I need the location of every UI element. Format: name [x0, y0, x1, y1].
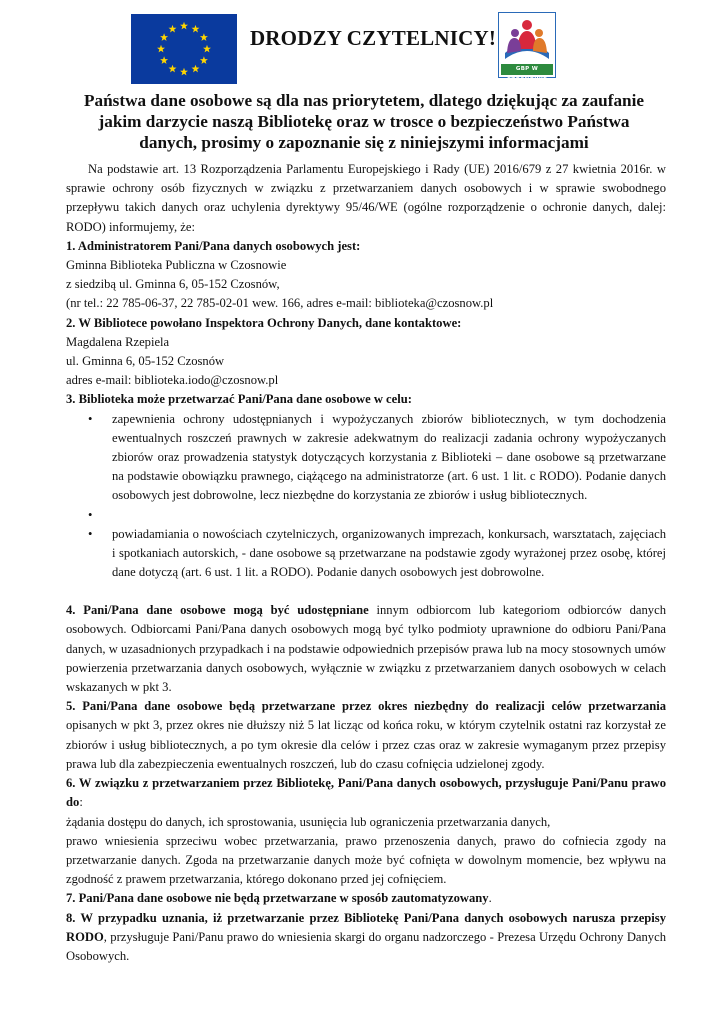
section-6-rights-2: prawo wniesienia sprzeciwu wobec przetwarzania, prawo przenoszenia danych, prawo do cofniecia zgody na przetwarzanie danych. Zgoda na przetwarzanie danych może być cofnięta w dowolnym momencie, bez wpływu na zgodność z prawem przetwarzania, którego dokonano przed jej cofnięciem.: [66, 833, 666, 887]
intro-paragraph: Na podstawie art. 13 Rozporządzenia Parlamentu Europejskiego i Rady (UE) 2016/679 z 27 kwietnia 2016r. w sprawie ochrony osób fizycznych w związku z przetwarzaniem danych osobowych i w sprawie swobodnego przepływu takich danych oraz uchylenia dyrektywy 95/46/WE (ogólne rozporządzenie o ochronie danych, dalej: RODO) informujemy, że:: [66, 162, 666, 234]
section-4: [66, 601, 666, 697]
library-logo-icon: [498, 12, 556, 83]
list-item: • powiadamiania o nowościach czytelniczych, organizowanych imprezach, konkursach, warsztatach, zajęciach i spotkaniach autorskich, - dane osobowe są przetwarzane na podstawie zgody wyrażonej przez osobę, której dane dotyczą (art. 6 ust. 1 lit. a RODO). Podanie danych osobowych jest dobrowolne.: [112, 525, 666, 583]
iod-email: adres e-mail: biblioteka.iodo@czosnow.pl: [66, 373, 279, 388]
section-7-suffix: .: [488, 891, 492, 906]
administrator-name: Gminna Biblioteka Publiczna w Czosnowie: [66, 258, 287, 273]
section-7: [66, 889, 666, 908]
section-7-heading: 7. Pani/Pana dane osobowe nie będą przetwarzane w sposób zautomatyzowany: [66, 891, 489, 906]
eu-flag-icon: [131, 14, 237, 84]
section-8-text: , przysługuje Pani/Panu prawo do wniesienia skargi do organu nadzorczego - Prezesa Urzędu Ochrony Danych Osobowych.: [66, 929, 666, 963]
section-4-text: innym odbiorcom lub kategoriom odbiorców danych osobowych. Odbiorcami Pani/Pana danych osobowych mogą być tylko podmioty uprawnione do odbioru Pani/Pana danych, w uzasadnionych przypadkach i na podstawie odpowiednich przepisów prawa lub na mocy stosownych umów powierzenia przetwarzania danych osobowych, wyłącznie w związku z przetwarzaniem danych osobowych w celach wskazanych w pkt 3.: [66, 603, 666, 695]
iod-name: Magdalena Rzepiela: [66, 334, 170, 349]
section-6-heading-suffix: :: [79, 795, 83, 810]
intro-heading: Państwa dane osobowe są dla nas priorytetem, dlatego dziękując za zaufanie jakim darzycie naszą Bibliotekę oraz w trosce o bezpieczeństwo Państwa danych, prosimy o zapoznanie się z niniejszymi informacjami: [84, 91, 645, 152]
page-title: DRODZY CZYTELNICY!: [249, 26, 497, 50]
section-5-heading: 5. Pani/Pana dane osobowe będą przetwarzane przez okres niezbędny do realizacji celów przetwarzania: [66, 699, 666, 714]
section-6-rights-1: żądania dostępu do danych, ich sprostowania, usunięcia lub ograniczenia przetwarzania danych,: [66, 814, 551, 829]
list-item: • zapewnienia ochrony udostępnianych i wypożyczanych zbiorów bibliotecznych, w tym dochodzenia ewentualnych roszczeń prawnych w zakresie adekwatnym do realizacji zadania ochrony wypożyczanych zbiorów oraz prowadzenia statystyk dotyczących korzystania z Biblioteki – dane osobowe są przetwarzane na podstawie obowiązku prawnego, ciążącego na administratorze (art. 6 ust. 1 lit. c RODO). Podanie danych osobowych jest dobrowolne, lecz niezbędne do korzystania ze zbiorów i usług bibliotecznych.: [112, 410, 666, 506]
section-3-heading: 3. Biblioteka może przetwarzać Pani/Pana dane osobowe w celu:: [66, 392, 412, 407]
spacer: [66, 582, 666, 601]
administrator-address: z siedzibą ul. Gminna 6, 05-152 Czosnów,: [66, 277, 280, 292]
administrator-contact: (nr tel.: 22 785-06-37, 22 785-02-01 wew. 166, adres e-mail: biblioteka@czosnow.pl: [66, 296, 494, 311]
section-5-text: opisanych w pkt 3, przez okres nie dłuższy niż 5 lat licząc od końca roku, w którym czytelnik ostatni raz korzystał ze zbiorów i usług bibliotecznych, a po tym okresie dla celów i przez czas oraz w zakresie wymaganym przez przepisy prawa lub dla zabezpieczenia ewentualnych roszczeń, lub do czasu cofnięcia udzielonej zgody.: [66, 718, 666, 771]
document-body: [66, 160, 666, 966]
section-5: [66, 697, 666, 774]
section-8-heading: 8. W przypadku uznania, iż przetwarzanie przez Bibliotekę Pani/Pana danych osobowych narusza przepisy RODO: [66, 910, 666, 944]
logo-caption: GBP W CZOSNOWIE: [501, 64, 553, 75]
section-8: [66, 909, 666, 967]
section-1-heading: 1. Administratorem Pani/Pana danych osobowych jest:: [66, 238, 361, 253]
section-6-heading: 6. W związku z przetwarzaniem przez Bibliotekę, Pani/Pana danych osobowych, przysługuje Pani/Panu prawo do: [66, 776, 666, 810]
section-4-heading: 4. Pani/Pana dane osobowe mogą być udostępniane: [66, 603, 369, 618]
list-spacer: [112, 506, 666, 525]
iod-address: ul. Gminna 6, 05-152 Czosnów: [66, 354, 225, 369]
purpose-list: [66, 410, 666, 583]
section-6-heading-line: [66, 774, 666, 812]
section-2-heading: 2. W Bibliotece powołano Inspektora Ochrony Danych, dane kontaktowe:: [66, 315, 462, 330]
